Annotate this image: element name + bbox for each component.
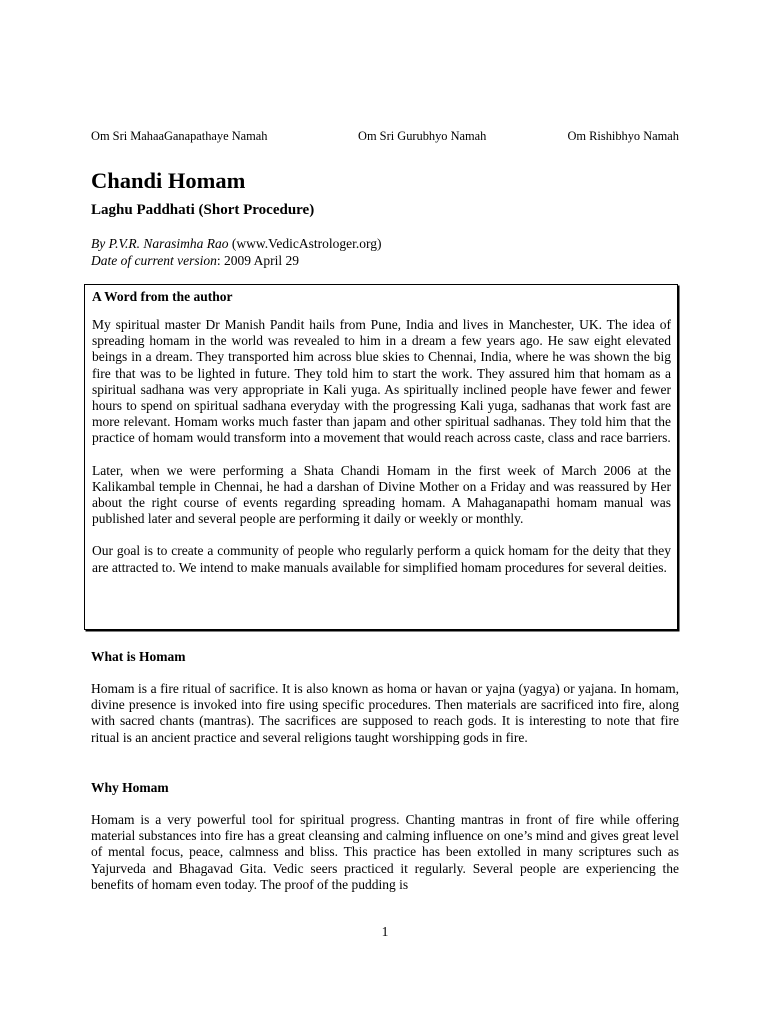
byline <box>91 235 382 269</box>
page-number: 1 <box>381 924 389 939</box>
header-middle-text: Om Sri Gurubhyo Namah <box>358 129 487 143</box>
header-right-text: Om Rishibhyo Namah <box>567 129 679 143</box>
document-title: Chandi Homam <box>91 168 246 193</box>
author-note-paragraph: Our goal is to create a community of people who regularly perform a quick homam for the deity that they are attracted to. We intend to make manuals available for simplified homam procedures for several deities. <box>92 543 671 575</box>
version-line <box>91 252 382 269</box>
section-why-homam <box>91 780 679 893</box>
page-header <box>91 128 679 144</box>
section-what-is-homam <box>91 649 679 746</box>
version-label: Date of current version <box>91 253 217 268</box>
header-left-text: Om Sri MahaaGanapathaye Namah <box>91 129 268 143</box>
document-subtitle: Laghu Paddhati (Short Procedure) <box>91 202 315 218</box>
author-note-box <box>84 284 678 630</box>
author-note-paragraph: My spiritual master Dr Manish Pandit hails from Pune, India and lives in Manchester, UK. The idea of spreading homam in the world was revealed to him in a dream a few years ago. He saw eight elevated beings in a dream. They transported him across blue skies to Chennai, India, where he was shown the big fire that was to be lighted in future. They told him to start the work. They assured him that homam as a spiritual sadhana was very appropriate in Kali yuga. As spiritually inclined people have fewer and fewer hours to spend on spiritual sadhana everyday with the progressing Kali yuga, sadhanas that work fast are more relevant. Homam works much faster than japam and other spiritual sadhanas. They told him that the practice of homam would transform into a movement that would reach across caste, class and race barriers. <box>92 317 671 446</box>
document-page <box>91 0 679 1024</box>
section-heading: What is Homam <box>91 649 186 664</box>
section-paragraph: Homam is a very powerful tool for spiritual progress. Chanting mantras in front of fire while offering material substances into fire has a great cleansing and calming influence on one’s mind and gives great level of mental focus, peace, calmness and bliss. This practice has been extolled in many scriptures such as Yajurveda and Bhagavad Gita. Vedic seers practiced it regularly. Several people are experiencing the benefits of homam even today. The proof of the pudding is <box>91 812 679 892</box>
author-line <box>91 235 382 252</box>
author-note-paragraph: Later, when we were performing a Shata Chandi Homam in the first week of March 2006 at the Kalikambal temple in Chennai, he had a darshan of Divine Mother on a Friday and was reassured by Her about the right course of events regarding spreading homam. A Mahaganapathi homam manual was published later and several people are performing it daily or weekly or monthly. <box>92 462 671 527</box>
version-date: : 2009 April 29 <box>216 253 299 268</box>
author-website: (www.VedicAstrologer.org) <box>228 236 382 251</box>
section-paragraph: Homam is a fire ritual of sacrifice. It is also known as homa or havan or yajna (yagya) or yajana. In homam, divine presence is invoked into fire using specific procedures. Then materials are sacrificed into fire, along with sacred chants (mantras). The sacrifices are supposed to reach gods. It is interesting to note that fire ritual is an ancient practice and several religions taught worshipping gods in fire. <box>91 681 679 745</box>
author-note-heading: A Word from the author <box>92 289 233 304</box>
author-name: By P.V.R. Narasimha Rao <box>91 236 229 251</box>
section-heading: Why Homam <box>91 780 169 795</box>
